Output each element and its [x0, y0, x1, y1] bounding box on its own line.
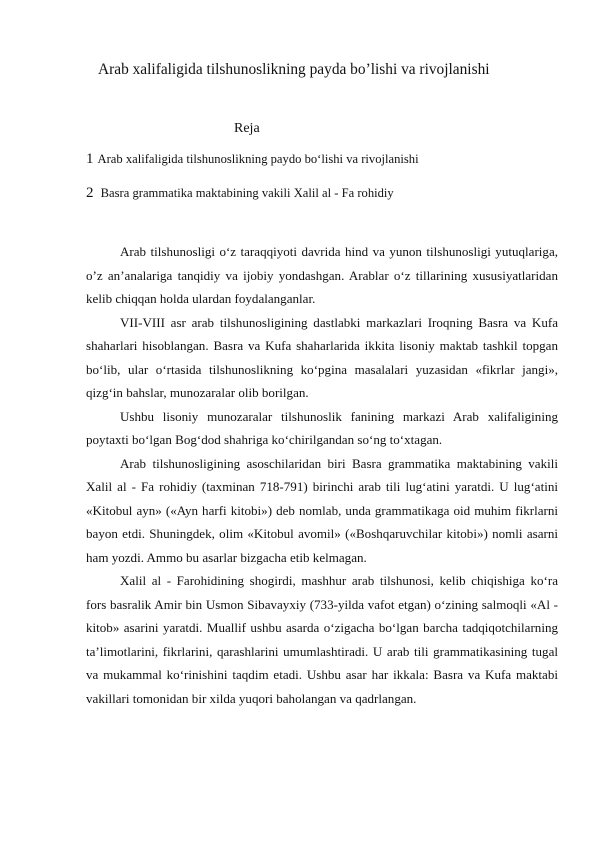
- plan-item-text: Basra grammatika maktabining vakili Xalil al - Fa rohidiy: [97, 186, 394, 200]
- paragraph: VII-VIII asr arab tilshunosligining dastlabki markazlari Iroqning Basra va Kufa shaharlari hisoblangan. Basra va Kufa shaharlarida ikkita lisoniy maktab tashkil topgan bo‘lib, ular o‘rtasida tilshunoslikning ko‘pgina masalalari yuzasidan «fikrlar jangi», qizg‘in bahslar, munozaralar olib borilgan.: [86, 314, 558, 400]
- plan-item-number: 2: [86, 185, 94, 201]
- paragraph: Ushbu lisoniy munozaralar tilshunoslik fanining markazi Arab xalifaligining poytaxti bo‘lgan Bog‘dod shahriga ko‘chirilgandan so‘ng to‘xtagan.: [86, 408, 558, 447]
- document-title: Arab xalifaligida tilshunoslikning payda bo’lishi va rivojlanishi: [98, 61, 490, 78]
- plan-item: [86, 150, 419, 168]
- paragraph: Arab tilshunosligi o‘z taraqqiyoti davrida hind va yunon tilshunosligi yutuqlariga, o’z an’analariga tanqidiy va ijobiy yondashgan. Arablar o‘z tillarining xususiyatlaridan kelib chiqqan holda ulardan foydalanganlar.: [86, 244, 558, 306]
- body-text: [86, 240, 558, 710]
- paragraph: Arab tilshunosligining asoschilaridan biri Basra grammatika maktabining vakili Xalil al - Fa rohidiy (taxminan 718-791) birinchi arab tili lug‘atini yaratdi. U lug‘atini «Kitobul ayn» («Ayn harfi kitobi») deb nomlab, unda grammatikaga oid muhim fikrlarni bayon etdi. Shuningdek, olim «Kitobul avomil» («Boshqaruvchilar kitobi») nomli asarni ham yozdi. Ammo bu asarlar bizgacha etib kelmagan.: [86, 455, 558, 565]
- plan-item: [86, 184, 394, 202]
- plan-item-text: Arab xalifaligida tilshunoslikning paydo bo‘lishi va rivojlanishi: [97, 152, 419, 166]
- plan-item-number: 1: [86, 151, 94, 167]
- plan-heading: Reja: [234, 121, 260, 136]
- paragraph: Xalil al - Farohidining shogirdi, mashhur arab tilshunosi, kelib chiqishiga ko‘ra fors basralik Amir bin Usmon Sibavayxiy (733-yilda vafot etgan) o‘zining salmoqli «Al - kitob» asarini yaratdi. Muallif ushbu asarda o‘zigacha bo‘lgan barcha tadqiqotchilarning ta’limotlarini, fikrlarini, qarashlarini umumlashtiradi. U arab tili grammatikasining tugal va mukammal ko‘rinishini taqdim etadi. Ushbu asar har ikkala: Basra va Kufa maktabi vakillari tomonidan bir xilda yuqori baholangan va qadrlangan.: [86, 573, 558, 706]
